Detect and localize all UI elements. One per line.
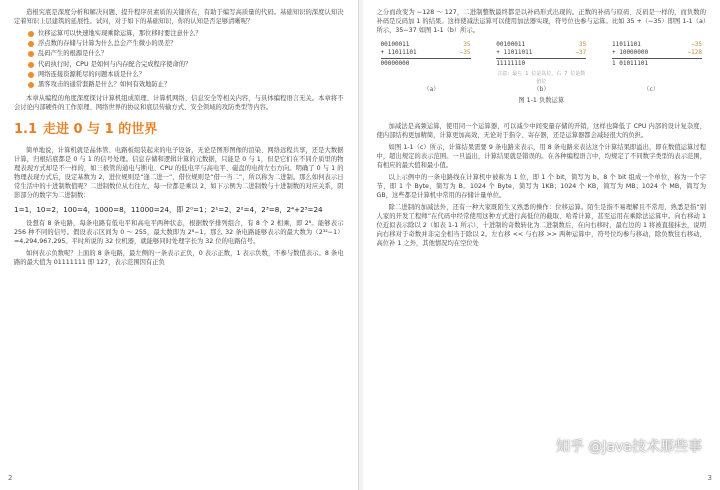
list-item: 乱码产生的根源是什么？ [38,49,344,59]
watermark-text: 知乎 @Java技术那些事 [555,439,702,455]
calc-c [612,41,702,78]
body-paragraph: 之分而改变为 −128 ～ 127，二进制整数最终都是以补码形式出现的。正数的补码与原码、反码是一样的，而负数的补码是反码加 1 的结果。这样使减法运算可以使用加法器实现，符号位也参与运算。比如 35 +（−35）即图 1-1（a）所示，35−37 如图 1-1（b）所示。 [376,9,706,34]
calc-result: 11111110 [496,60,526,67]
section-title: 走进 0 与 1 的世界 [43,122,158,138]
body-paragraph: 设想有 8 条电路，每条电路有低电平和高电平两种状态，根据数学排列组合，有 8 个 2 相乘，即 2⁸。能够表示 256 种不同的信号。假设表示区间为 0 ～ 255，最大数即为 2⁸−1。那么 32 条电路能够表示的最大数为（2³²−1）=4,294,967,295。平时所说的 32 位机器，就能够同时处理字长为 32 位的电路信号。 [14,220,344,246]
calc-row: 00100011 35 [380,41,471,48]
calc-note: 注意：最左 1 位是高位，右 7 位是数值位 [497,71,586,85]
calc-row: + 11011011 −37 [496,49,587,56]
body-paragraph: 如何表示负数呢？上面的 8 条电路，最左侧的一条表示正负，0 表示正数，1 表示负数，不参与数值表示。8 条电路的最大值为 01111111 即 127，表示范围因有正负 [14,250,344,267]
page-number: 3 [707,474,712,482]
calc-result: 1 01011101 [612,60,649,67]
binary-formula: 1=1，10=2，100=4，1000=8，11000=24，即 2⁰=1；2¹=2，2²=4，2³=8，2⁴+2³=24 [14,205,323,215]
sub-caption-a: （a） [423,86,440,93]
body-paragraph: 如图 1-1（c）所示，计算结果需要 9 条电路来表示，用 8 条电路来表达这个计算结果即溢出，即在数值运算过程中，超出规定的表示范围。一旦溢出，计算结果就是错误的。在各种编程语言中，均规定了不同数字类型的表示范围，有相应的最大值和最小值。 [376,144,706,169]
chapter-paragraph: 本章从编程的角度深度探讨计算机组成原理、计算机网络、信息安全等相关内容，与具体编程语言无关。本章将不会讨论内部硬件的工作原理、网络世界的协议和底层传输方式、安全领域的攻防类型等内容。 [14,95,344,112]
calc-row: 11011101 −35 [612,41,702,48]
left-page-content [14,8,344,270]
sub-caption-c: （c） [643,86,659,93]
body-paragraph: 以上示例中的一条电路线在计算机中被称为 1 位，即 1 个 bit，简写为 b。8 个 bit 组成一个单位，称为一个字节，即 1 个 Byte，简写为 B。1024 个 Byte，简写为 1KB；1024 个 KB，简写为 MB；1024 个 MB，简写为 GB，这些都是计算机中常用的存储计量单位。 [376,174,706,199]
list-item: 代码执行时，CPU 是如何与内存配合完成程序使命的？ [38,60,344,70]
right-page [363,0,720,490]
figure-caption: 图 1-1 负数运算 [518,97,565,104]
intro-paragraph: 造根究底是深度分析和解决问题、提升程序员素质的关键所在，有助于编写高质量的代码。基础知识的深度认知决定着知识上层建筑的延展性。试问，对于如下的基础知识，你的认知是否足够清晰呢？ [14,9,344,25]
divider [612,58,702,59]
list-item: 黑客攻击的通常套路是什么？如何有效地防止？ [38,80,344,90]
body-paragraph: 加减法是高频运算，使用同一个运算器，可以减少中间变量存储的开销，这样也降低了 CPU 内部的设计复杂度，使内部结构更加精简，计算更加高效，无论对于指令、寄存器，还是运算器都会减轻很大的负担。 [376,123,706,139]
calc-a [381,41,471,78]
bullet-icon [28,62,34,68]
section-number: 1.1 [14,122,38,138]
bullet-icon [28,82,34,88]
sub-captions [377,84,707,93]
body-paragraph: 除二进制的加减法外，还有一种大家既陌生又熟悉的操作：位移运算。陌生是指不易理解且不常用，熟悉是指“别人家的开发工程师”在代码中经常使用这种方式进行高低位的截取、哈希计算，甚至运用在乘除法运算中。向右移动 1 位近似表示除以 2（如表 1-1 所示），十进制的奇数转化为二进制数后，在向右移时，最右边的 1 将被直接抹去，说明向右移对于奇数并非完全相当于除以 2。左右移 << 与右移 >> 两种运算中，符号位均参与移动，除负数往右移动，高位补 1 之外，其他情况均在空位处 [376,204,706,247]
sub-caption-b: （b） [533,86,550,93]
bullet-icon [28,31,34,37]
calc-result: 00000000 [380,60,410,67]
divider [496,58,586,59]
list-item: 浮点数的存储与计算为什么总会产生微小的误差？ [38,39,344,49]
calc-row: + 10000000 −128 [612,49,702,56]
body-paragraph: 简单地说，计算机就是晶体管、电路板组装起来的电子设备，无论是图形图像的渲染、网络远程共享，还是大数据计算，归根结底都是 0 与 1 的信号处理。信息存储和逻辑计算的元数据，只能是 0 与 1，但是它们在不同介质里的物理表现方式却是不一样的，如三极管的通电与断电、CPU 的低电平与高电平、磁盘的电荷左右方向。明确了 0 与 1 的物理表现方式后，设定基数为 2，进位规则是“逢二进一”，借位规则是“借一当二”，所以称为二进制。那么如何表示日常生活中的十进制数值呢？二进制数位从右往左，每一位都是乘以 2，如下示例为二进制数与十进制数的对应关系，阴影部分的数字为二进制数： [14,147,344,200]
negative-arithmetic-figure [380,41,703,85]
calc-row: 00100011 35 [496,41,587,48]
right-page-content [377,8,707,251]
divider [381,58,471,59]
bullet-icon [28,41,34,47]
calc-row: + 11011101 −35 [380,49,471,56]
bullet-icon [28,51,34,57]
section-heading [14,122,344,138]
list-item: 网络连接资源耗尽的问题本质是什么？ [38,70,344,80]
calc-b [496,41,587,85]
bullet-icon [28,72,34,78]
left-page [0,0,359,490]
list-item: 位移运算可以快速地实现乘除运算，那位移时要注意什么？ [38,29,344,39]
question-list [14,29,344,90]
page-number: 2 [8,474,13,482]
